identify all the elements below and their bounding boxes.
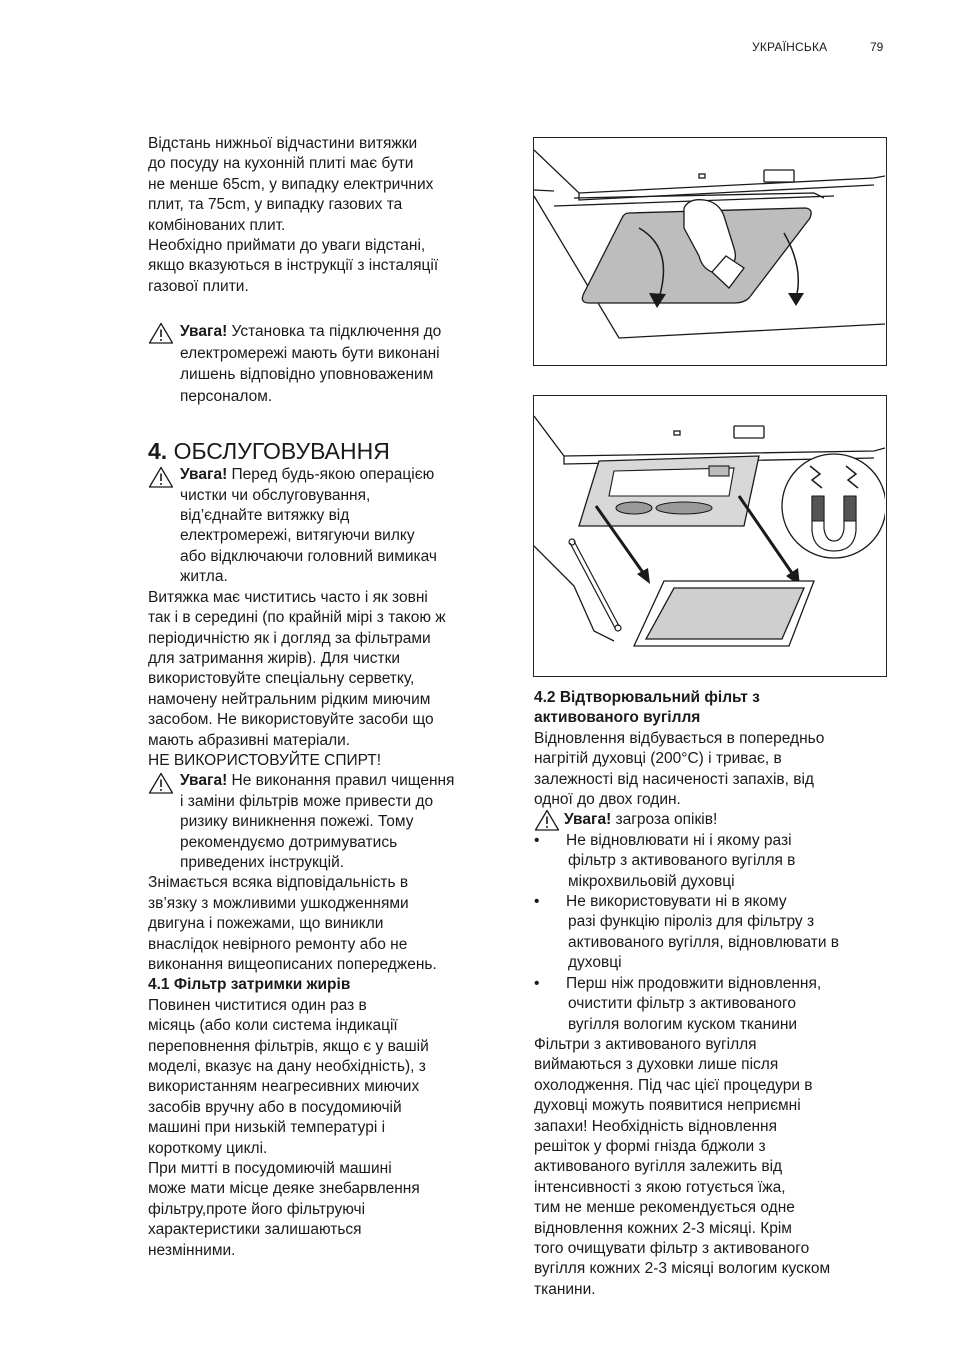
text-line: засобів вручну або в посудомиючій (148, 1098, 402, 1116)
warning-text: рекомендуємо дотримуватись (180, 833, 398, 851)
text-line: Повинен чиститися один раз в (148, 996, 367, 1014)
warning-text: приведених інструкцій. (180, 853, 345, 871)
text-line: активованого вугілля залежить від (534, 1158, 783, 1176)
text-line: При митті в посудомиючій машині (148, 1160, 392, 1178)
subsection-heading: 4.2 Відтворювальний фільт з (534, 689, 760, 706)
text-line: одної до двох годин. (534, 791, 681, 809)
text-line: того очищувати фільтр з активованого (534, 1239, 810, 1257)
text-line: намочену нейтральним рідким миючим (148, 690, 431, 708)
text-line: очистити фільтр з активованого (568, 995, 796, 1013)
warning-text: загроза опіків! (611, 811, 718, 829)
text-line: Відстань нижньої відчастини витяжки (148, 135, 418, 152)
header-language: УКРАЇНСЬКА (752, 40, 828, 54)
warning-icon (148, 466, 174, 488)
text-line: духовці можуть появитися неприємні (534, 1097, 801, 1115)
text-line: не менше 65cm, у випадку електричних (148, 175, 434, 193)
warning-text: електромережі, витягуючи вилку (180, 527, 415, 545)
text-line: Витяжка має чиститись часто і як зовні (148, 588, 428, 606)
text-line: якщо вказуються в інструкції з інсталяції (148, 257, 439, 275)
text-line: мають абразивні матеріали. (148, 731, 351, 749)
warning-fire-risk (148, 771, 506, 873)
bullet-mark: • (534, 974, 540, 992)
charcoal-filter-paragraph (534, 1035, 894, 1300)
warning-label: Увага! (180, 323, 228, 341)
text-line: фільтру,проте його фільтруючі (148, 1200, 366, 1218)
hood-charcoal-drawing (534, 396, 885, 675)
text-line: мікрохвильовій духовці (568, 872, 735, 890)
warning-icon (148, 322, 174, 344)
warning-label: Увага! (564, 811, 612, 829)
warning-text: і заміни фільтрів може привести до (180, 792, 434, 810)
warning-text: житла. (180, 568, 228, 586)
text-line: виконання вищеописаних попереджень. (148, 956, 437, 973)
grease-filter-paragraph (148, 996, 506, 1261)
text-line: відновлення кожних 2-3 місяці. Крім (534, 1219, 792, 1237)
text-line: комбінованих плит. (148, 216, 286, 234)
warning-text: електромережі мають бути виконані (180, 344, 440, 362)
text-line: плит, та 75cm, у випадку газових та (148, 196, 403, 214)
text-line: вугілля кожних 2-3 місяці вологим куском (534, 1260, 831, 1278)
list-item (534, 831, 894, 892)
text-line: може мати місце деяке знебарвлення (148, 1180, 420, 1198)
text-line: НЕ ВИКОРИСТОВУЙТЕ СПИРТ! (148, 751, 382, 769)
text-line: вугілля вологим куском тканини (568, 1015, 798, 1033)
text-line: охолодження. Під час цієї процедури в (534, 1076, 813, 1094)
text-line: активованого вугілля, відновлювати в (568, 933, 840, 951)
text-line: тим не менше рекомендується одне (534, 1199, 795, 1217)
text-line: моделі, вказує на дану необхідність), з (148, 1058, 426, 1076)
text-line: Необхідно приймати до уваги відстані, (148, 237, 426, 255)
text-line: газової плити. (148, 277, 249, 295)
regeneration-paragraph (534, 729, 894, 811)
warning-text: ризику виникнення пожежі. Тому (180, 813, 414, 831)
text-line: двигуна і пожежами, що виникли (148, 915, 384, 933)
warning-text: Установка та підключення до (227, 323, 442, 341)
warning-label: Увага! (180, 772, 228, 790)
text-line: виймаються з духовки лише після (534, 1056, 779, 1074)
text-line: нагрітій духовці (200°C) і триває, в (534, 750, 782, 768)
text-line: фільтр з активованого вугілля в (568, 852, 796, 870)
text-line: засобом. Не використовуйте засоби що (148, 711, 434, 729)
text-line: періодичністю як і догляд за фільтрами (148, 629, 431, 647)
text-line: місяць (або коли система індикації (148, 1017, 398, 1035)
warning-installation (148, 321, 506, 407)
warning-burn (534, 810, 894, 830)
bullet-mark: • (534, 893, 540, 911)
bullet-list (534, 831, 894, 1035)
text-line: запахи! Необхідність відновлення (534, 1117, 777, 1135)
warning-disconnect (148, 465, 506, 587)
list-item (534, 892, 894, 974)
right-column (534, 688, 894, 1300)
text-line: залежності від насиченості запахів, від (534, 770, 814, 788)
warning-text: від’єднайте витяжку від (180, 507, 350, 525)
text-line: духовці (568, 954, 622, 972)
text-line: разі функцію піроліз для фільтру з (568, 913, 815, 931)
text-line: зв’язку з можливими ушкодженнями (148, 894, 409, 912)
warning-text: або відключаючи головний вимикач (180, 547, 437, 565)
warning-text: лишень відповідно уповноваженим (180, 366, 434, 384)
subsection-heading: 4.1 Фільтр затримки жирів (148, 976, 351, 994)
text-line: інтенсивності з якою готується їжа, (534, 1178, 786, 1196)
hood-filter-drawing (534, 138, 885, 364)
text-line: короткому циклі. (148, 1139, 268, 1157)
liability-paragraph (148, 873, 506, 975)
text-line: решіток у формі гнізда бджоли з (534, 1137, 766, 1155)
text-line: Не відновлювати ні і якому разі (566, 831, 792, 849)
text-line: характеристики залишаються (148, 1221, 362, 1239)
text-line: тканини. (534, 1280, 596, 1298)
text-line: Перш ніж продовжити відновлення, (566, 974, 822, 992)
warning-text: Не виконання правил чищення (227, 772, 455, 790)
text-line: незмінними. (148, 1241, 236, 1259)
text-line: для затримання жирів). Для чистки (148, 649, 401, 667)
illustration-grease-filter (533, 137, 887, 366)
page-number: 79 (870, 40, 884, 54)
bullet-mark: • (534, 831, 540, 849)
section-heading (148, 437, 506, 465)
warning-icon (534, 809, 560, 831)
text-line: використанням неагресивних миючих (148, 1078, 420, 1096)
warning-text: чистки чи обслуговування, (180, 486, 371, 504)
text-line: до посуду на кухонній плиті має бути (148, 155, 414, 173)
text-line: переповнення фільтрів, якщо є у вашій (148, 1037, 429, 1055)
warning-text: персоналом. (180, 387, 273, 405)
cleaning-paragraph (148, 588, 506, 772)
list-item (534, 974, 894, 1035)
warning-icon (148, 772, 174, 794)
text-line: Не використовувати ні в якому (566, 893, 787, 911)
text-line: Відновлення відбувається в попередньо (534, 729, 825, 747)
text-line: використовуйте спеціальну серветку, (148, 670, 415, 688)
warning-label: Увага! (180, 466, 228, 484)
warning-text: Перед будь-якою операцією (227, 466, 435, 484)
illustration-charcoal-filter (533, 395, 887, 677)
subsection-heading: активованого вугілля (534, 709, 701, 727)
section-number: 4. (148, 438, 168, 465)
text-line: так і в середині (по крайній мірі з такою ж (148, 609, 446, 627)
text-line: Знімається всяка відповідальність в (148, 874, 409, 892)
left-column (148, 134, 506, 1261)
text-line: Фільтри з активованого вугілля (534, 1035, 757, 1053)
section-title: ОБСЛУГОВУВАННЯ (167, 438, 390, 465)
intro-paragraph (148, 134, 506, 297)
text-line: машині при низькій температурі і (148, 1119, 386, 1137)
text-line: внаслідок невірного ремонту або не (148, 935, 408, 953)
